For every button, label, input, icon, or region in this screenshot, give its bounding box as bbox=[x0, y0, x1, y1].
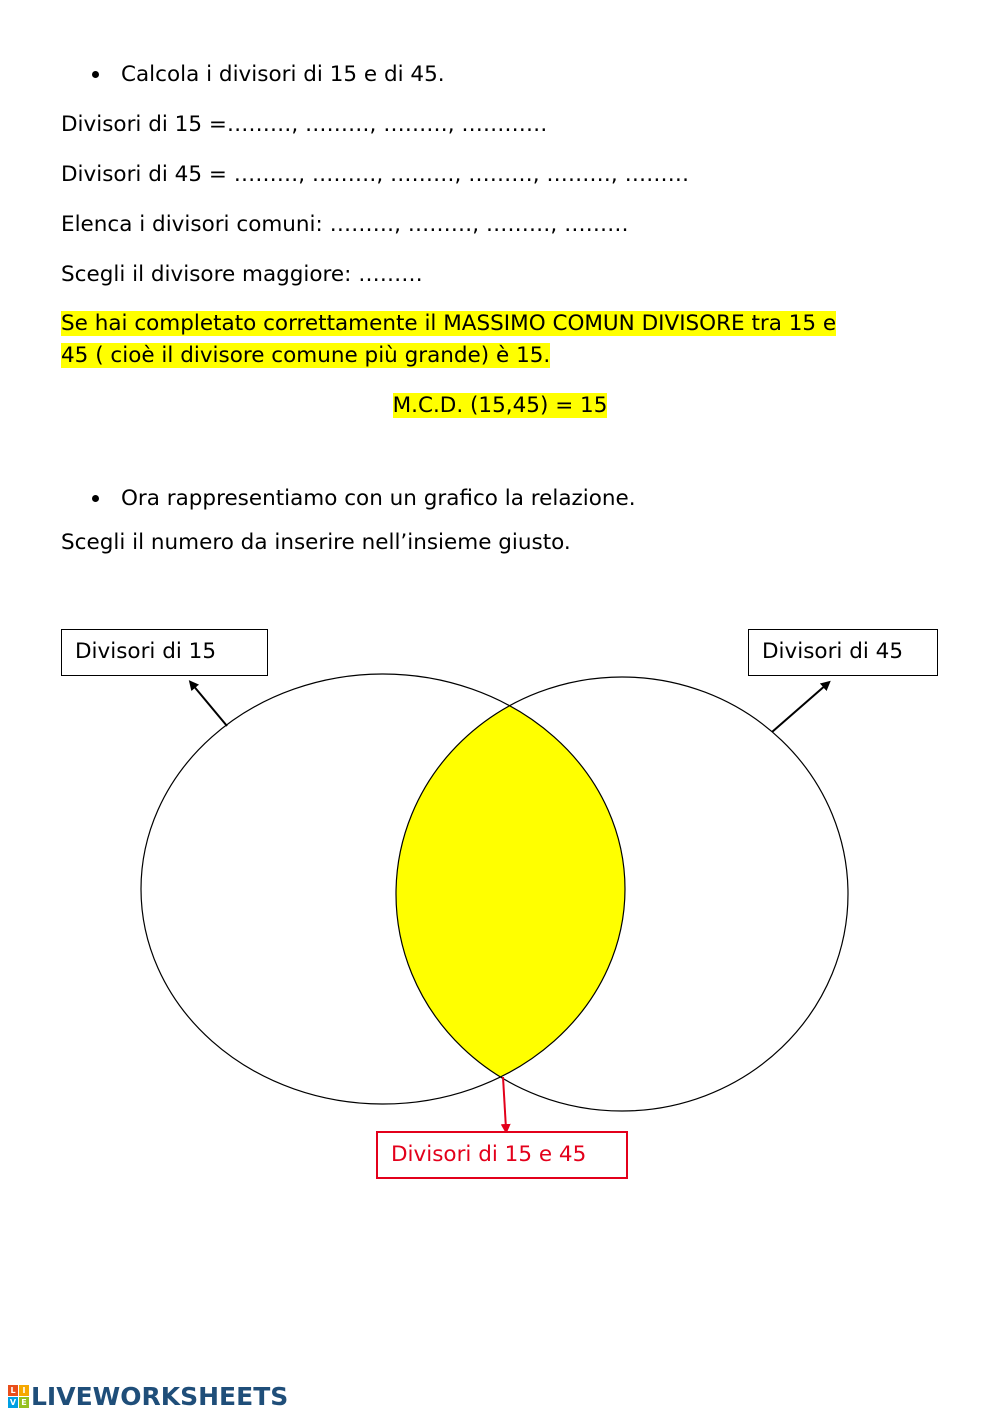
label-divisori-15-e-45-text: Divisori di 15 e 45 bbox=[391, 1142, 587, 1167]
divisors-15-line: Divisori di 15 =………, ………, ………, ………… bbox=[61, 112, 548, 137]
instruction-grafico: Ora rappresentiamo con un grafico la relazione. bbox=[121, 486, 636, 511]
label-divisori-15-e-45 bbox=[376, 1131, 628, 1179]
liveworksheets-logo[interactable] bbox=[8, 1382, 288, 1410]
divisors-45-line: Divisori di 45 = ………, ………, ………, ………, ………, ……… bbox=[61, 162, 690, 187]
greatest-divisor-line: Scegli il divisore maggiore: ……… bbox=[61, 262, 423, 287]
intersection-region[interactable] bbox=[396, 677, 848, 1111]
arrow-to-45-label bbox=[772, 684, 827, 732]
label-divisori-45 bbox=[748, 629, 938, 676]
label-divisori-15-text: Divisori di 15 bbox=[75, 639, 217, 664]
arrow-to-intersection-label bbox=[503, 1077, 506, 1129]
instruction-calcola: Calcola i divisori di 15 e di 45. bbox=[121, 62, 445, 87]
logo-mark-icon: L I V E bbox=[8, 1385, 29, 1408]
label-divisori-45-text: Divisori di 45 bbox=[762, 639, 904, 664]
label-divisori-15 bbox=[61, 629, 268, 676]
common-divisors-line: Elenca i divisori comuni: ………, ………, ………, ……… bbox=[61, 212, 629, 237]
logo-text: LIVEWORKSHEETS bbox=[31, 1381, 289, 1411]
arrow-to-15-label bbox=[192, 684, 227, 726]
instruction-scegli: Scegli il numero da inserire nell’insieme giusto. bbox=[61, 530, 571, 555]
mcd-result-text: M.C.D. (15,45) = 15 bbox=[392, 393, 608, 418]
mcd-explanation-line-2: 45 ( cioè il divisore comune più grande) è 15. bbox=[61, 343, 551, 368]
mcd-explanation-line-1: Se hai completato correttamente il MASSIMO COMUN DIVISORE tra 15 e bbox=[61, 311, 837, 336]
